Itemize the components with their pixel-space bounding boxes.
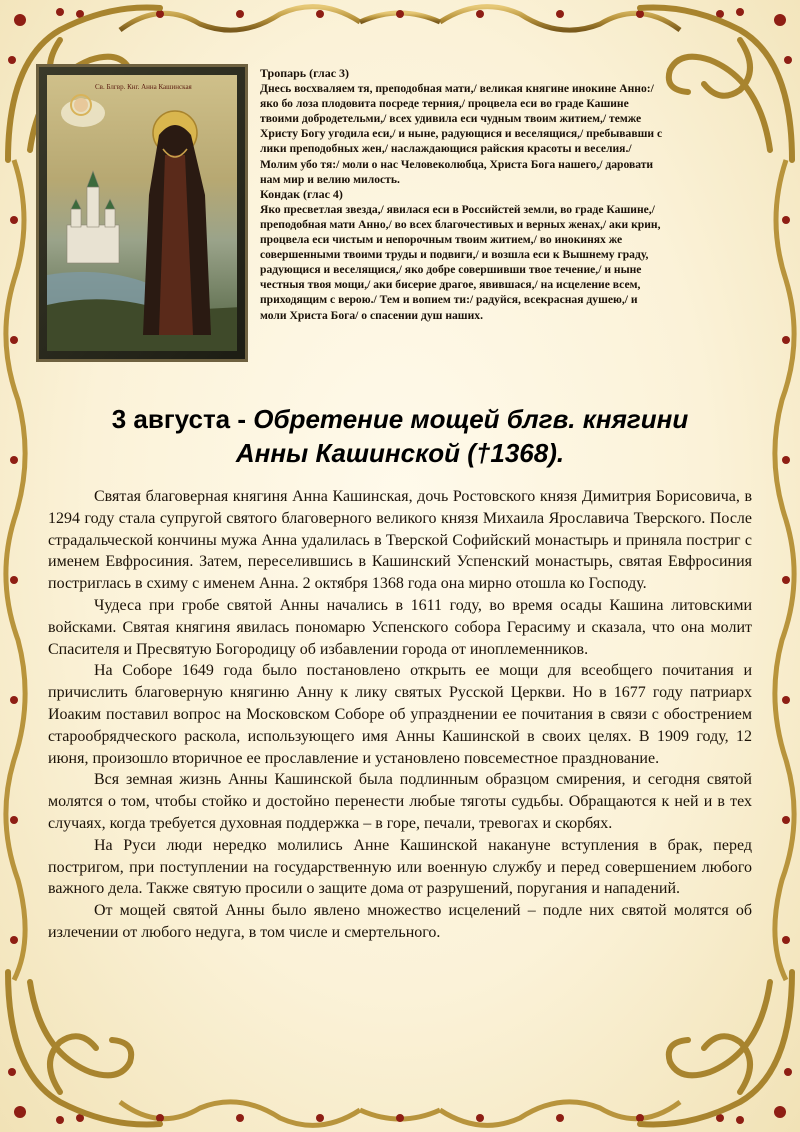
- kontakion-line: честныя твоя мощи,/ аки бисерие драгое, явившася,/ на исцеление всем,: [260, 278, 641, 292]
- kontakion-line: преподобная мати Анно,/ во всех благочестивых и верных женах,/ аки крин,: [260, 217, 661, 231]
- prayers-block: [260, 66, 742, 323]
- paragraph: На Соборе 1649 года было постановлено открыть ее мощи для всеобщего почитания и причислить благоверную княгиню Анну к лику святых Русской Церкви. Но в 1677 году патриарх Иоаким поставил вопрос на Московском Соборе об упразднении ее почитания в связи с обострением старообрядческого раскола, использующего имя Анны Кашинской в своих целях. В 1909 году, 12 июня, произошло вторичное ее прославление и установлено повсеместное празднование.: [48, 662, 752, 767]
- kontakion-line: радующися и веселящися,/ яко добре совершивши твое течение,/ и ныне: [260, 263, 642, 277]
- page-title: [40, 402, 760, 470]
- troparion-line: нам мир и велию милость.: [260, 172, 400, 186]
- paragraph: Вся земная жизнь Анны Кашинской была подлинным образцом смирения, и сегодня святой молятся о том, чтобы стойко и достойно перенести любые тяготы судьбы. Обращаются к ней и в тех случаях, когда требуется духовная поддержка – в горе, печали, тревогах и скорбях.: [48, 771, 752, 832]
- troparion-line: Молим убо тя:/ моли о нас Человеколюбца, Христа Бога нашего,/ даровати: [260, 157, 654, 171]
- paragraph: От мощей святой Анны было явлено множество исцелений – подле них святой молятся об излечении от любого недуга, в том числе и смертельного.: [48, 902, 752, 941]
- icon-caption: Св. Блгвр. Кнг. Анна Кашинская: [95, 83, 192, 91]
- saint-icon-image: [36, 64, 248, 362]
- troparion-line: яко бо лоза плодовита посреде терния,/ процвела еси во граде Кашине: [260, 97, 629, 111]
- saint-figure-icon: [47, 75, 237, 351]
- article-body: [48, 486, 752, 944]
- kontakion-line: совершенными твоими труды и подвиги,/ и возшла еси к Вышнему граду,: [260, 248, 649, 262]
- corner-ornament-bottom-left: [0, 962, 170, 1132]
- troparion-heading: Тропарь (глас 3): [260, 66, 350, 80]
- troparion-line: лики преподобных жен,/ наслаждающися райския красоты и веселия./: [260, 142, 632, 156]
- title-date: 3 августа -: [111, 404, 254, 434]
- title-feast: Обретение мощей блгв. княгини: [253, 404, 689, 434]
- kontakion-line: Яко пресветлая звезда,/ явилася еси в Российстей земли, во граде Кашине,/: [260, 202, 655, 216]
- kontakion-line: приходящим с верою./ Тем и вопием ти:/ радуйся, всекрасная душею,/ и: [260, 293, 638, 307]
- troparion-line: Христу Богу угодила еси,/ и ныне, радующися и веселящися,/ пребывавши с: [260, 127, 663, 141]
- paragraph: На Руси люди нередко молились Анне Кашинской накануне вступления в брак, перед постригом, при поступлении на государственную или военную службу и перед совершением любого важного дела. Также святую просили о защите дома от разрушений, поругания и нападений.: [48, 836, 752, 898]
- troparion-line: Днесь восхваляем тя, преподобная мати,/ великая княгине инокине Анно:/: [260, 82, 654, 96]
- paragraph: Чудеса при гробе святой Анны начались в 1611 году, во время осады Кашина литовскими войсками. Святая княгиня явилась пономарю Успенского собора Герасиму и сказала, что она молит Спасителя и Пресвятую Богородицу об избавлении города от иноплеменников.: [48, 596, 752, 658]
- title-line-1: [40, 402, 760, 436]
- paragraph: Святая благоверная княгиня Анна Кашинская, дочь Ростовского князя Димитрия Борисовича, в 1294 году стала супругой святого благоверного великого князя Михаила Ярославича Тверского. После страдальческой кончины мужа Анна удалилась в Тверской Софийский монастырь и приняла постриг с именем Евфросиния. Затем, переселившись в Кашинский Успенский монастырь, святая Евфросиния постриглась в схиму с именем Анна. 2 октября 1368 года она мирно отошла ко Господу.: [48, 488, 752, 593]
- kontakion-line: процвела еси чистым и непорочным твоим житием,/ во инокинях же: [260, 233, 623, 247]
- kontakion-line: моли Христа Бога/ о спасении душ наших.: [260, 308, 483, 322]
- troparion-line: твоими добродетельми,/ всех удивила еси чудным твоим житием,/ темже: [260, 112, 642, 126]
- icon-painting: [47, 75, 237, 351]
- kontakion-heading: Кондак (глас 4): [260, 186, 343, 201]
- corner-ornament-bottom-right: [630, 962, 800, 1132]
- title-line-2: Анны Кашинской (†1368).: [235, 438, 565, 468]
